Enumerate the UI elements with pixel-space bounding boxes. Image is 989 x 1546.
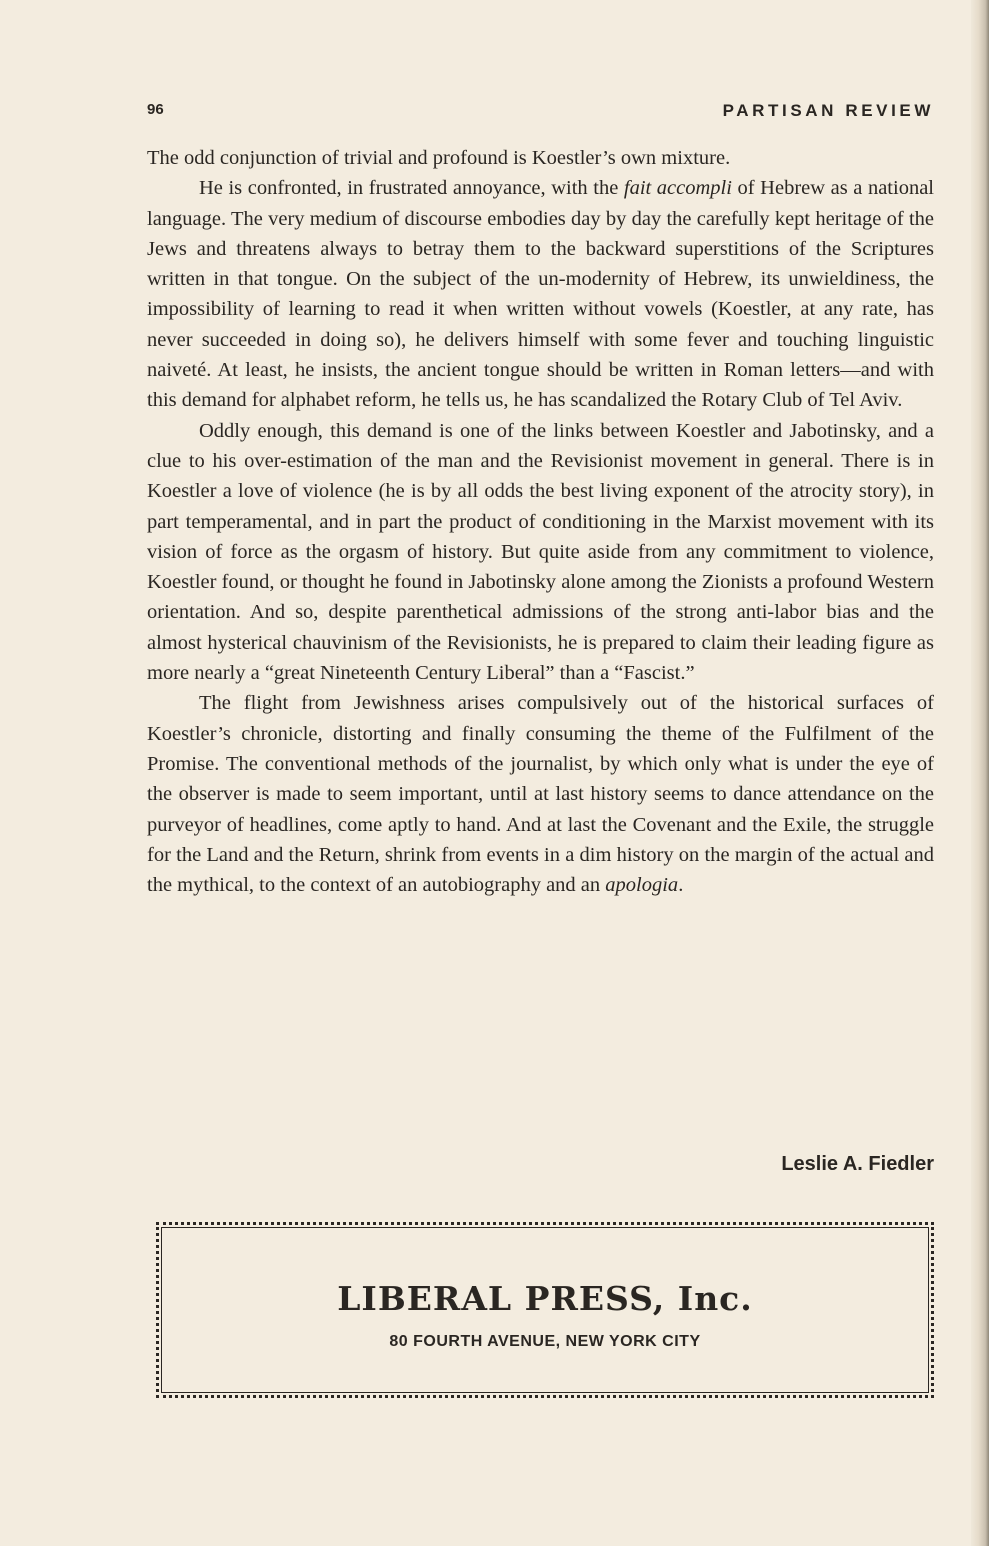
paragraph-1 — [147, 143, 934, 173]
article-body — [147, 143, 934, 900]
page-number: 96 — [147, 101, 164, 118]
author-signature: Leslie A. Fiedler — [781, 1153, 934, 1175]
paragraph-3-text: Oddly enough, this demand is one of the links between Koestler and Jabotinsky, and a clue to his over-estimation of the man and the Revisionist movement in general. There is in Koestler a love of violence (he is by all odds the best living exponent of the atrocity story), in part temperamental, and in part the product of conditioning in the Marxist movement with its vision of force as the orgasm of history. But quite aside from any commitment to violence, Koestler found, or thought he found in Jabotinsky alone among the Zionists a profound Western orientation. And so, despite parenthetical admissions of the strong anti-labor bias and the almost hysterical chauvinism of the Revisionists, he is prepared to claim their leading figure as more nearly a “great Nineteenth Century Liberal” than a “Fascist.” — [147, 419, 934, 685]
paragraph-2-text-a: He is confronted, in frustrated annoyance, with the — [199, 177, 624, 200]
paragraph-2 — [147, 173, 934, 415]
advertisement-box — [156, 1222, 934, 1398]
page-header — [147, 101, 934, 125]
paragraph-4-italic: apologia — [605, 874, 679, 897]
paragraph-2-text-b: of Hebrew as a national language. The very medium of discourse embodies day by day the carefully kept heritage of the Jews and threatens always to betray them to the backward superstitions of the Scriptures written in that tongue. On the subject of the un-modernity of Hebrew, its unwieldiness, the impossibility of learning to read it when written without vowels (Koestler, at any rate, has never succeeded in doing so), he delivers himself with some fever and touching linguistic naiveté. At least, he insists, the ancient tongue should be written in Roman letters—and with this demand for alphabet reform, he tells us, he has scandalized the Rotary Club of Tel Aviv. — [147, 177, 934, 412]
page-edge-shadow — [971, 0, 989, 1546]
paragraph-4-text-b: . — [678, 874, 684, 897]
advertiser-name: LIBERAL PRESS, Inc. — [337, 1279, 753, 1318]
paragraph-4 — [147, 688, 934, 900]
paragraph-2-italic: fait accompli — [623, 177, 732, 200]
paragraph-3 — [147, 416, 934, 689]
journal-title: PARTISAN REVIEW — [722, 101, 934, 120]
paragraph-1-text: The odd conjunction of trivial and profound is Koestler’s own mixture. — [147, 147, 731, 169]
paragraph-4-text-a: The flight from Jewishness arises compulsively out of the historical surfaces of Koestler’s chronicle, distorting and finally consuming the theme of the Fulfilment of the Promise. The conventional methods of the journalist, by which only what is under the eye of the observer is made to seem important, until at last history seems to dance attendance on the purveyor of headlines, come aptly to hand. And at last the Covenant and the Exile, the struggle for the Land and the Return, shrink from events in a dim history on the margin of the actual and the mythical, to the context of an autobiography and an — [147, 692, 934, 897]
advertiser-address: 80 FOURTH AVENUE, NEW YORK CITY — [389, 1333, 701, 1350]
